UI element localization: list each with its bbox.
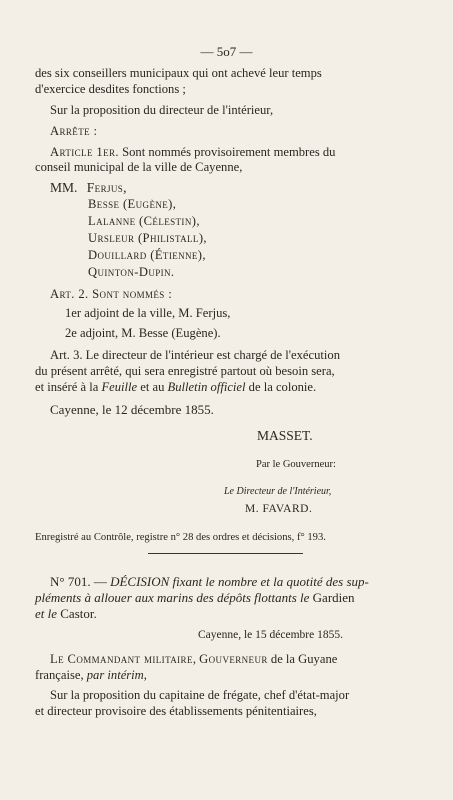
- text-span: et inséré à la: [35, 380, 102, 394]
- article-label: Article 1er.: [50, 145, 119, 159]
- title-text: Le Commandant militaire: [50, 652, 193, 666]
- article-text: Sont nommés provisoirement membres du: [122, 145, 336, 159]
- text-span: française,: [35, 668, 87, 682]
- article-2: Art. 2. Sont nommés :: [50, 287, 173, 301]
- mm-label: MM.: [50, 180, 78, 195]
- commandant-line: [50, 652, 337, 667]
- signature-favard: M. FAVARD.: [245, 503, 313, 515]
- text-line: Sur la proposition du directeur de l'intérieur,: [50, 103, 274, 117]
- adjoint-line: 2e adjoint, M. Besse (Eugène).: [65, 326, 221, 340]
- member-list: [50, 180, 127, 195]
- text-line: [35, 380, 316, 395]
- article-3: Art. 3. Le directeur de l'intérieur est chargé de l'exécution: [50, 348, 340, 362]
- arrete-heading: Arrête :: [50, 124, 98, 138]
- gouverneur-line: Par le Gouverneur:: [256, 459, 336, 470]
- text-line: et directeur provisoire des établissements pénitentiaires,: [35, 704, 317, 718]
- text-span: de la colonie.: [245, 380, 317, 394]
- text-span: et au: [137, 380, 168, 394]
- date-line: Cayenne, le 12 décembre 1855.: [50, 402, 214, 417]
- member-name: Ferjus,: [86, 180, 127, 195]
- decision-title: pléments à allouer aux marins des dépôts flottants le: [35, 590, 313, 605]
- text-line: Sur la proposition du capitaine de frégate, chef d'état-major: [50, 688, 350, 702]
- article-1: [50, 145, 335, 160]
- decision-title: et le: [35, 606, 61, 621]
- ship-name: Gardien: [312, 590, 355, 605]
- member-name: Ursleur (Philistall),: [88, 231, 207, 245]
- feuille-title: Feuille: [101, 380, 138, 394]
- member-name: Lalanne (Célestin),: [88, 214, 200, 228]
- text-line: conseil municipal de la ville de Cayenne,: [35, 160, 243, 174]
- decision-heading-cont: [35, 606, 97, 621]
- decision-heading-cont: [35, 590, 355, 605]
- date-line: Cayenne, le 15 décembre 1855.: [198, 629, 343, 641]
- ship-name: Castor.: [60, 606, 97, 621]
- bulletin-title: Bulletin officiel: [167, 380, 246, 394]
- decision-title: DÉCISION fixant le nombre et la quotité des sup-: [110, 574, 369, 589]
- text-span: par intérim,: [86, 668, 147, 682]
- member-name: Besse (Eugène),: [88, 197, 177, 211]
- title-text: Gouverneur: [199, 652, 268, 666]
- text-span: de la Guyane: [267, 652, 338, 666]
- decision-heading: [50, 574, 369, 589]
- enregistrement-note: Enregistré au Contrôle, registre n° 28 des ordres et décisions, f° 193.: [35, 532, 326, 543]
- text-line: [35, 668, 147, 683]
- directeur-line: Le Directeur de l'Intérieur,: [224, 486, 332, 497]
- adjoint-line: 1er adjoint de la ville, M. Ferjus,: [65, 306, 231, 320]
- signature-masset: MASSET.: [257, 428, 313, 443]
- text-span: ,: [192, 652, 200, 666]
- text-line: du présent arrêté, qui sera enregistré partout où besoin sera,: [35, 364, 335, 378]
- text-line: d'exercice desdites fonctions ;: [35, 82, 186, 96]
- member-name: Quinton-Dupin.: [88, 265, 175, 279]
- section-divider: [148, 553, 303, 554]
- page-number: — 5o7 —: [200, 44, 253, 59]
- text-line: des six conseillers municipaux qui ont achevé leur temps: [35, 66, 322, 80]
- decision-number: N° 701. —: [50, 574, 111, 589]
- member-name: Douillard (Étienne),: [88, 248, 206, 262]
